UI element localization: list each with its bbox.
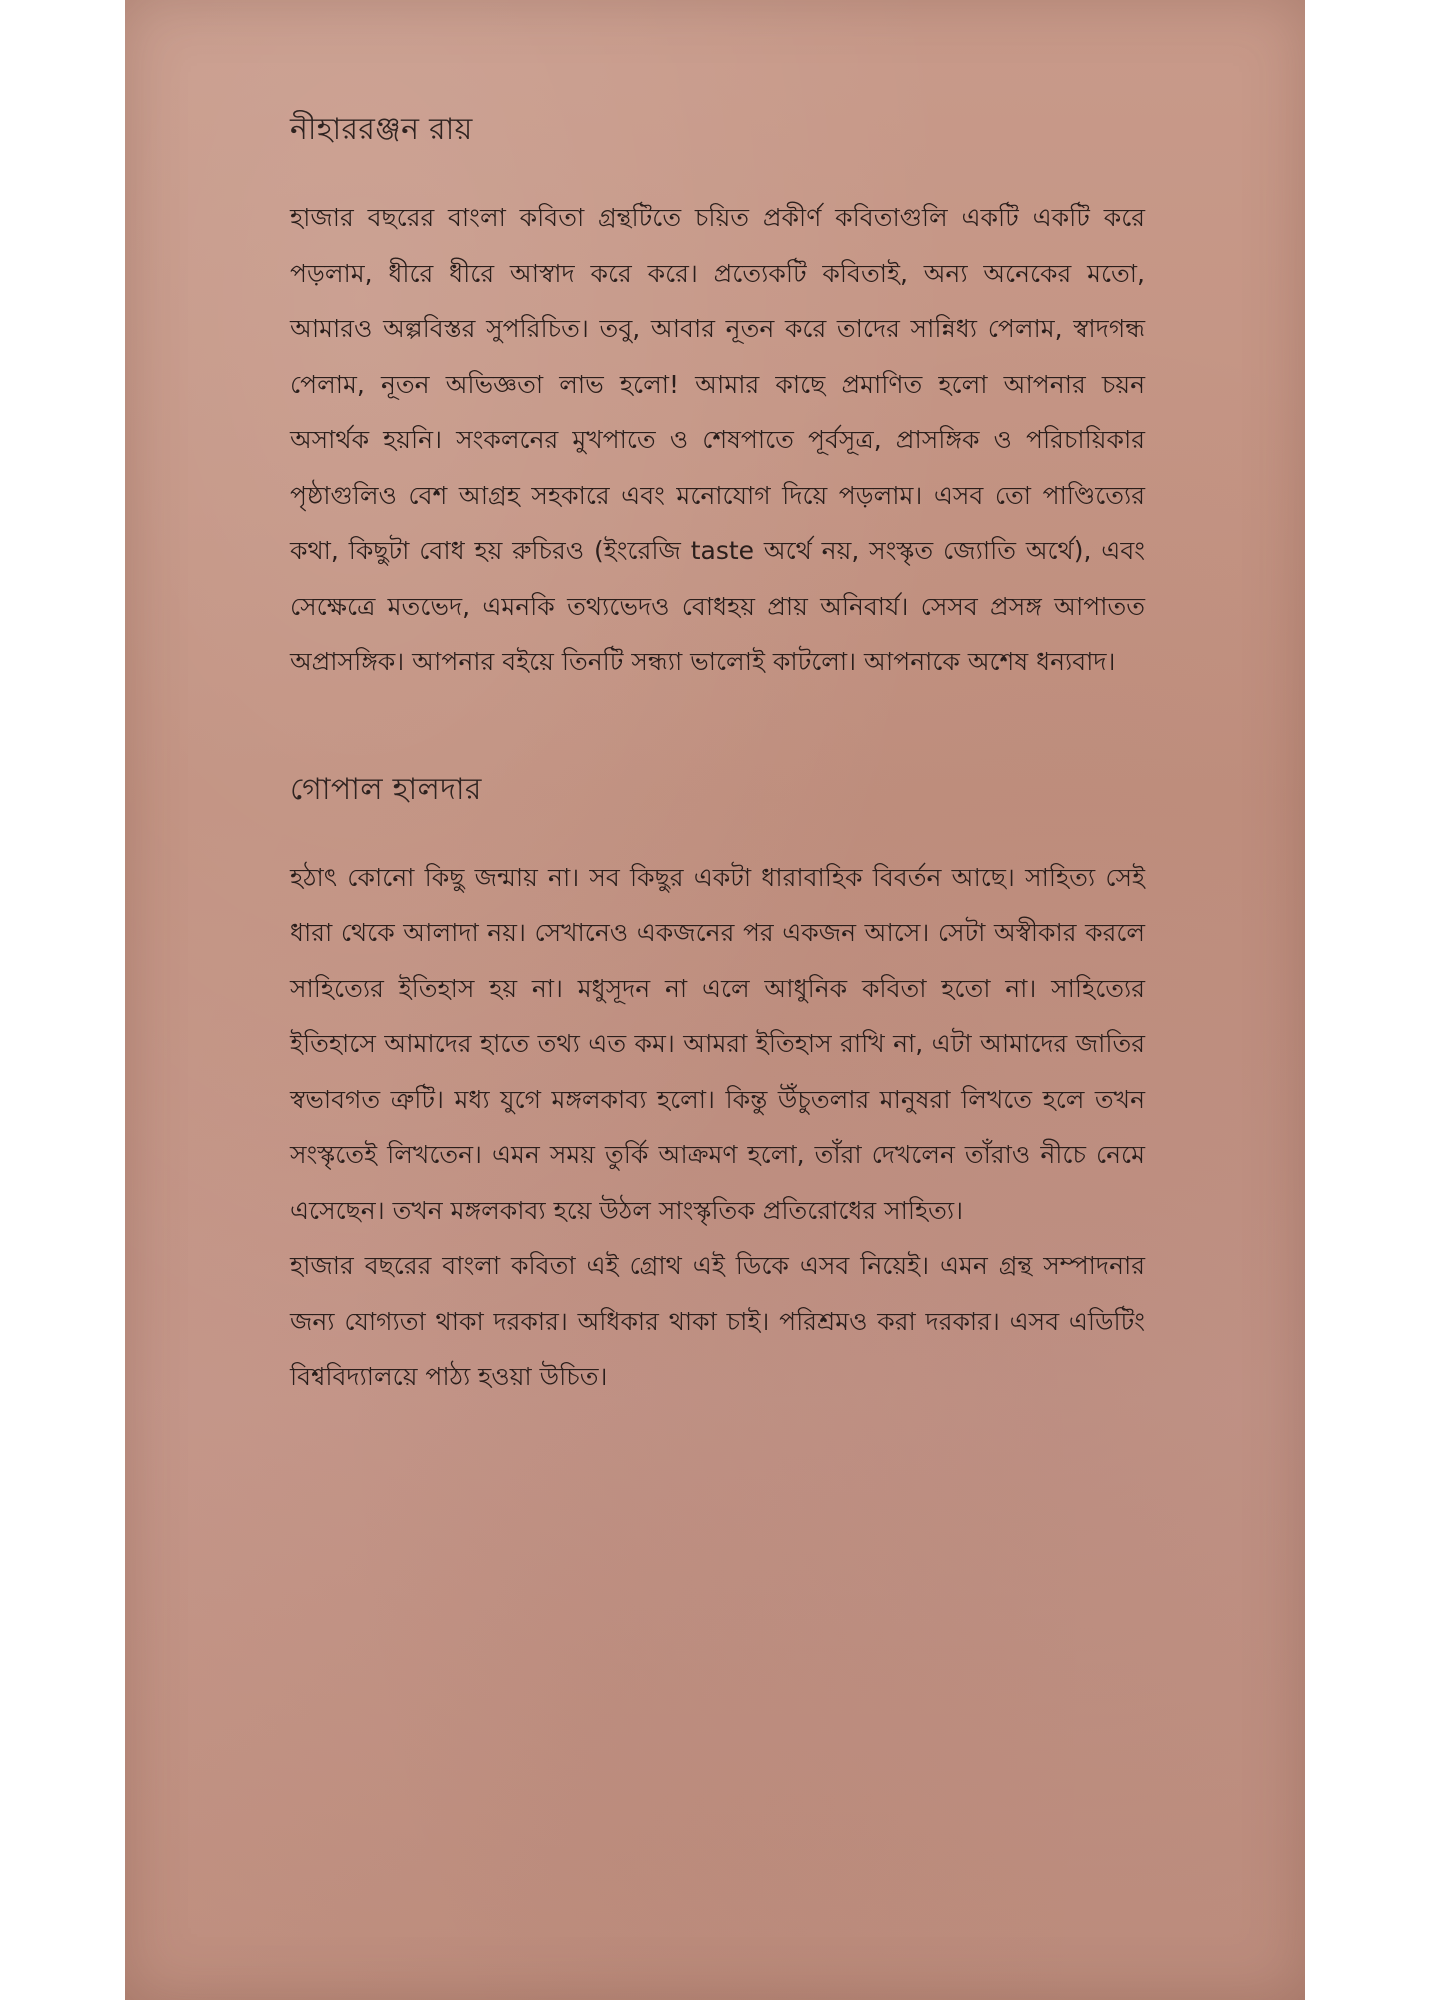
author-name-1: নীহাররঞ্জন রায় [290,112,473,147]
book-page [125,0,1305,2000]
paragraph-2: হঠাৎ কোনো কিছু জন্মায় না। সব কিছুর একটা ধারাবাহিক বিবর্তন আছে। সাহিত্য সেই ধারা থেকে আলাদা নয়। সেখানেও একজনের পর একজন আসে। সেটা অস্বীকার করলে সাহিত্যের ইতিহাস হয় না। মধুসূদন না এলে আধুনিক কবিতা হতো না। সাহিত্যের ইতিহাসে আমাদের হাতে তথ্য এত কম। আমরা ইতিহাস রাখি না, এটা আমাদের জাতির স্বভাবগত ত্রুটি। মধ্য যুগে মঙ্গলকাব্য হলো। কিন্তু উঁচুতলার মানুষরা লিখতে হলে তখন সংস্কৃতেই লিখতেন। এমন সময় তুর্কি আক্রমণ হলো, তাঁরা দেখলেন তাঁরাও নীচে নেমে এসেছেন। তখন মঙ্গলকাব্য হয়ে উঠল সাংস্কৃতিক প্রতিরোধের সাহিত্য। [290,862,1145,1225]
author-name-2: গোপাল হালদার [290,771,482,807]
page-content [290,110,1145,1405]
paragraph-3: হাজার বছরের বাংলা কবিতা এই গ্রোথ এই ডিকে এসব নিয়েই। এমন গ্রন্থ সম্পাদনার জন্য যোগ্যতা থাকা দরকার। অধিকার থাকা চাই। পরিশ্রমও করা দরকার। এসব এডিটিং বিশ্ববিদ্যালয়ে পাঠ্য হওয়া উচিত। [290,1251,1145,1391]
paragraph-1: হাজার বছরের বাংলা কবিতা গ্রন্থটিতে চয়িত প্রকীর্ণ কবিতাগুলি একটি একটি করে পড়লাম, ধীরে ধীরে আস্বাদ করে করে। প্রত্যেকটি কবিতাই, অন্য অনেকের মতো, আমারও অল্পবিস্তর সুপরিচিত। তবু, আবার নূতন করে তাদের সান্নিধ্য পেলাম, স্বাদগন্ধ পেলাম, নূতন অভিজ্ঞতা লাভ হলো! আমার কাছে প্রমাণিত হলো আপনার চয়ন অসার্থক হয়নি। সংকলনের মুখপাতে ও শেষপাতে পূর্বসূত্র, প্রাসঙ্গিক ও পরিচায়িকার পৃষ্ঠাগুলিও বেশ আগ্রহ সহকারে এবং মনোযোগ দিয়ে পড়লাম। এসব তো পাণ্ডিত্যের কথা, কিছুটা বোধ হয় রুচিরও (ইংরেজি taste অর্থে নয়, সংস্কৃত জ্যোতি অর্থে), এবং সেক্ষেত্রে মতভেদ, এমনকি তথ্যভেদও বোধহয় প্রায় অনিবার্য। সেসব প্রসঙ্গ আপাতত অপ্রাসঙ্গিক। আপনার বইয়ে তিনটি সন্ধ্যা ভালোই কাটলো। আপনাকে অশেষ ধন্যবাদ। [290,203,1145,676]
